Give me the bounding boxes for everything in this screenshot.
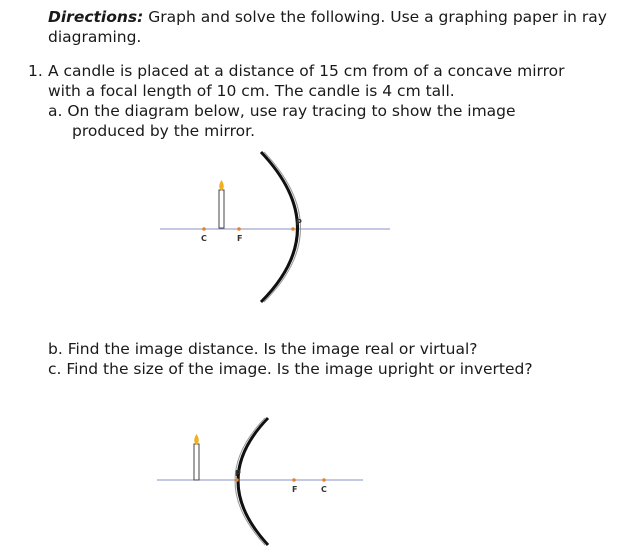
part-b: b. Find the image distance. Is the image real or virtual?: [48, 340, 478, 358]
point-p-2: [235, 478, 239, 482]
convex-mirror-2: [238, 418, 268, 545]
part-c: c. Find the size of the image. Is the image upright or inverted?: [48, 360, 533, 378]
problem-number: 1.: [28, 62, 43, 80]
flame-2: [194, 434, 199, 445]
directions-line-2: diagraming.: [48, 28, 142, 46]
problem-line-2: with a focal length of 10 cm. The candle is 4 cm tall.: [48, 82, 455, 100]
label-f-1: F: [237, 234, 243, 243]
part-a-line-2: produced by the mirror.: [72, 122, 256, 140]
directions-label: Directions:: [48, 8, 144, 26]
point-f-2: [292, 478, 296, 482]
label-c-1: C: [201, 234, 207, 243]
label-p-2: P: [235, 469, 241, 478]
label-f-2: F: [292, 485, 298, 494]
candle-2: [194, 444, 199, 480]
part-a-line-1: a. On the diagram below, use ray tracing to show the image: [48, 102, 516, 120]
directions-text: Graph and solve the following. Use a graphing paper in ray: [143, 8, 607, 26]
point-c-2: [322, 478, 326, 482]
label-p-1: P: [296, 218, 302, 227]
problem-line-1: A candle is placed at a distance of 15 cm from of a concave mirror: [48, 62, 565, 80]
label-c-2: C: [321, 485, 327, 494]
